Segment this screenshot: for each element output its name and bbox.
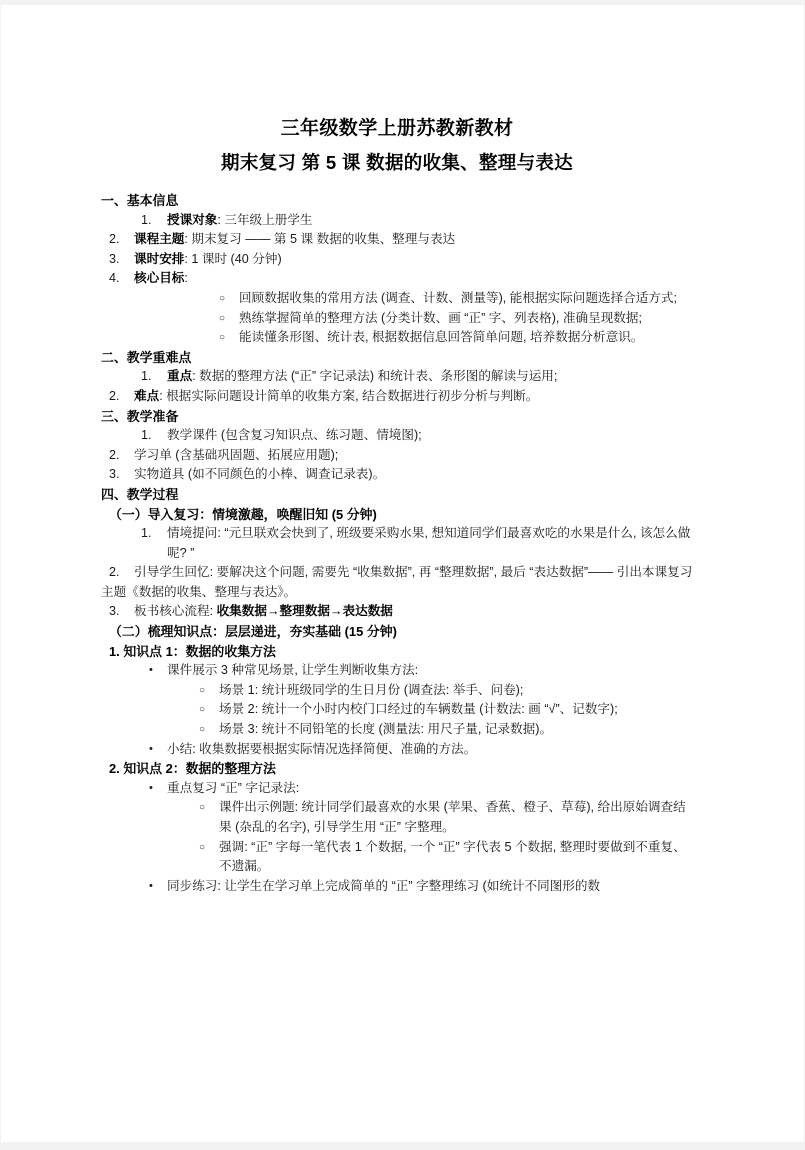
list-item-text: 能读懂条形图、统计表, 根据数据信息回答简单问题, 培养数据分析意识。 xyxy=(239,330,644,345)
list-marker: 2. xyxy=(109,388,120,403)
list-item xyxy=(101,798,693,837)
section-heading-preparation: 三、教学准备 xyxy=(101,408,179,424)
list-item-text: 场景 2: 统计一个小时内校门口经过的车辆数量 (计数法: 画 “√”、记数字); xyxy=(219,702,618,717)
item-label: 核心目标 xyxy=(134,271,185,286)
list-item xyxy=(101,269,693,289)
document-body xyxy=(101,191,693,896)
knowledge-point-2-heading: 2. 知识点 2：数据的整理方法 xyxy=(109,761,276,777)
list-item-text: 重点复习 “正” 字记录法: xyxy=(167,780,300,795)
list-marker: 2. xyxy=(109,447,120,462)
list-marker: 3. xyxy=(109,604,120,619)
list-item-text: 回顾数据收集的常用方法 (调查、计数、测量等), 能根据实际问题选择合适方式; xyxy=(239,290,677,305)
list-item xyxy=(101,720,693,740)
list-item-text: 强调: “正” 字每一笔代表 1 个数据, 一个 “正” 字代表 5 个数据, 整理时要做到不重复、不遗漏。 xyxy=(219,839,686,874)
filled-bullet-icon: • xyxy=(149,879,153,892)
knowledge-point-1-heading: 1. 知识点 1：数据的收集方法 xyxy=(109,643,276,659)
list-item xyxy=(101,661,693,681)
list-item xyxy=(101,328,693,348)
list-item-text: 课件展示 3 种常见场景, 让学生判断收集方法: xyxy=(167,663,419,678)
list-item-text: 引导学生回忆: 要解决这个问题, 需要先 “收集数据”, 再 “整理数据”, 最后 “表达数据”—— 引出本课复习主题《数据的收集、整理与表达》。 xyxy=(101,565,693,599)
list-item-text xyxy=(101,602,693,622)
list-item xyxy=(101,230,693,250)
list-item xyxy=(101,563,693,602)
list-item xyxy=(101,779,693,799)
item-label: 授课对象 xyxy=(167,212,218,227)
filled-bullet-icon: • xyxy=(149,781,153,794)
list-item xyxy=(101,681,693,701)
hollow-bullet-icon: ○ xyxy=(199,684,206,696)
section-heading-process: 四、教学过程 xyxy=(101,486,179,502)
list-marker: 3. xyxy=(109,467,120,482)
list-item xyxy=(101,838,693,877)
subsection-heading-knowledge: （二）梳理知识点：层层递进，夯实基础 (15 分钟) xyxy=(109,624,397,640)
list-item-text: 场景 1: 统计班级同学的生日月份 (调查法: 举手、问卷); xyxy=(219,682,524,697)
list-item-text xyxy=(101,211,693,231)
list-marker: 4. xyxy=(109,271,120,286)
item-label: 难点 xyxy=(134,388,160,403)
item-value: : 根据实际问题设计简单的收集方案, 结合数据进行初步分析与判断。 xyxy=(159,388,539,403)
hollow-bullet-icon: ○ xyxy=(219,312,226,324)
list-item-text xyxy=(101,250,693,270)
list-item-text xyxy=(101,367,693,387)
list-item-text xyxy=(101,269,693,289)
section-heading-basic-info: 一、基本信息 xyxy=(101,193,179,208)
list-item xyxy=(101,309,693,329)
list-item xyxy=(101,289,693,309)
list-item-text: 课件出示例题: 统计同学们最喜欢的水果 (苹果、香蕉、橙子、草莓), 给出原始调查结果 (杂乱的名字), 引导学生用 “正” 字整理。 xyxy=(219,800,686,834)
item-flow-bold: 收集数据→整理数据→表达数据 xyxy=(216,604,393,619)
list-item xyxy=(101,877,693,897)
list-item-text: 同步练习: 让学生在学习单上完成简单的 “正” 字整理练习 (如统计不同图形的数 xyxy=(167,878,601,893)
item-prefix: 板书核心流程: xyxy=(134,604,217,619)
item-value: : 期末复习 —— 第 5 课 数据的收集、整理与表达 xyxy=(184,232,456,247)
list-marker: 2. xyxy=(109,565,120,580)
list-item-text xyxy=(101,230,693,250)
list-item xyxy=(101,465,693,485)
list-item xyxy=(101,367,693,387)
list-item-text: 教学课件 (包含复习知识点、练习题、情境图); xyxy=(167,428,422,443)
list-marker: 1. xyxy=(141,212,152,227)
item-label: 课时安排 xyxy=(134,251,185,266)
list-item xyxy=(101,387,693,407)
list-item xyxy=(101,524,693,563)
list-item-text: 情境提问: “元旦联欢会快到了, 班级要采购水果, 想知道同学们最喜欢吃的水果是什么, 该怎么做呢? ” xyxy=(167,526,691,560)
list-item xyxy=(101,446,693,466)
list-item-text: 学习单 (含基础巩固题、拓展应用题); xyxy=(134,447,339,462)
hollow-bullet-icon: ○ xyxy=(219,332,226,344)
list-item xyxy=(101,700,693,720)
hollow-bullet-icon: ○ xyxy=(199,704,206,716)
item-value: : xyxy=(184,271,188,286)
item-label: 课程主题 xyxy=(134,232,185,247)
document-title: 三年级数学上册苏教新教材 xyxy=(280,118,514,139)
list-item xyxy=(101,250,693,270)
list-marker: 1. xyxy=(141,428,152,443)
document-subtitle: 期末复习 第 5 课 数据的收集、整理与表达 xyxy=(221,152,573,173)
list-item-text: 小结: 收集数据要根据实际情况选择简便、准确的方法。 xyxy=(167,741,477,756)
hollow-bullet-icon: ○ xyxy=(219,292,226,304)
filled-bullet-icon: • xyxy=(149,664,153,677)
list-item-text xyxy=(101,387,693,407)
filled-bullet-icon: • xyxy=(149,742,153,755)
list-item-text: 场景 3: 统计不同铅笔的长度 (测量法: 用尺子量, 记录数据)。 xyxy=(219,722,553,737)
list-item xyxy=(101,602,693,622)
list-marker: 1. xyxy=(141,369,152,384)
item-label: 重点 xyxy=(167,369,193,384)
list-marker: 3. xyxy=(109,251,120,266)
item-value: : 三年级上册学生 xyxy=(217,212,313,227)
subsection-heading-intro: （一）导入复习：情境激趣，唤醒旧知 (5 分钟) xyxy=(109,506,377,522)
hollow-bullet-icon: ○ xyxy=(199,841,206,853)
list-marker: 2. xyxy=(109,232,120,247)
item-value: : 1 课时 (40 分钟) xyxy=(184,251,282,266)
list-item xyxy=(101,426,693,446)
list-item-text: 熟练掌握简单的整理方法 (分类计数、画 “正” 字、列表格), 准确呈现数据; xyxy=(239,310,642,325)
hollow-bullet-icon: ○ xyxy=(199,724,206,736)
item-value: : 数据的整理方法 (“正” 字记录法) 和统计表、条形图的解读与运用; xyxy=(192,369,558,384)
section-heading-key-points: 二、教学重难点 xyxy=(101,349,192,365)
hollow-bullet-icon: ○ xyxy=(199,802,206,814)
document-page xyxy=(1,5,804,1142)
list-item xyxy=(101,211,693,231)
list-item xyxy=(101,740,693,760)
list-marker: 1. xyxy=(141,526,152,541)
list-item-text: 实物道具 (如不同颜色的小棒、调查记录表)。 xyxy=(134,467,386,482)
